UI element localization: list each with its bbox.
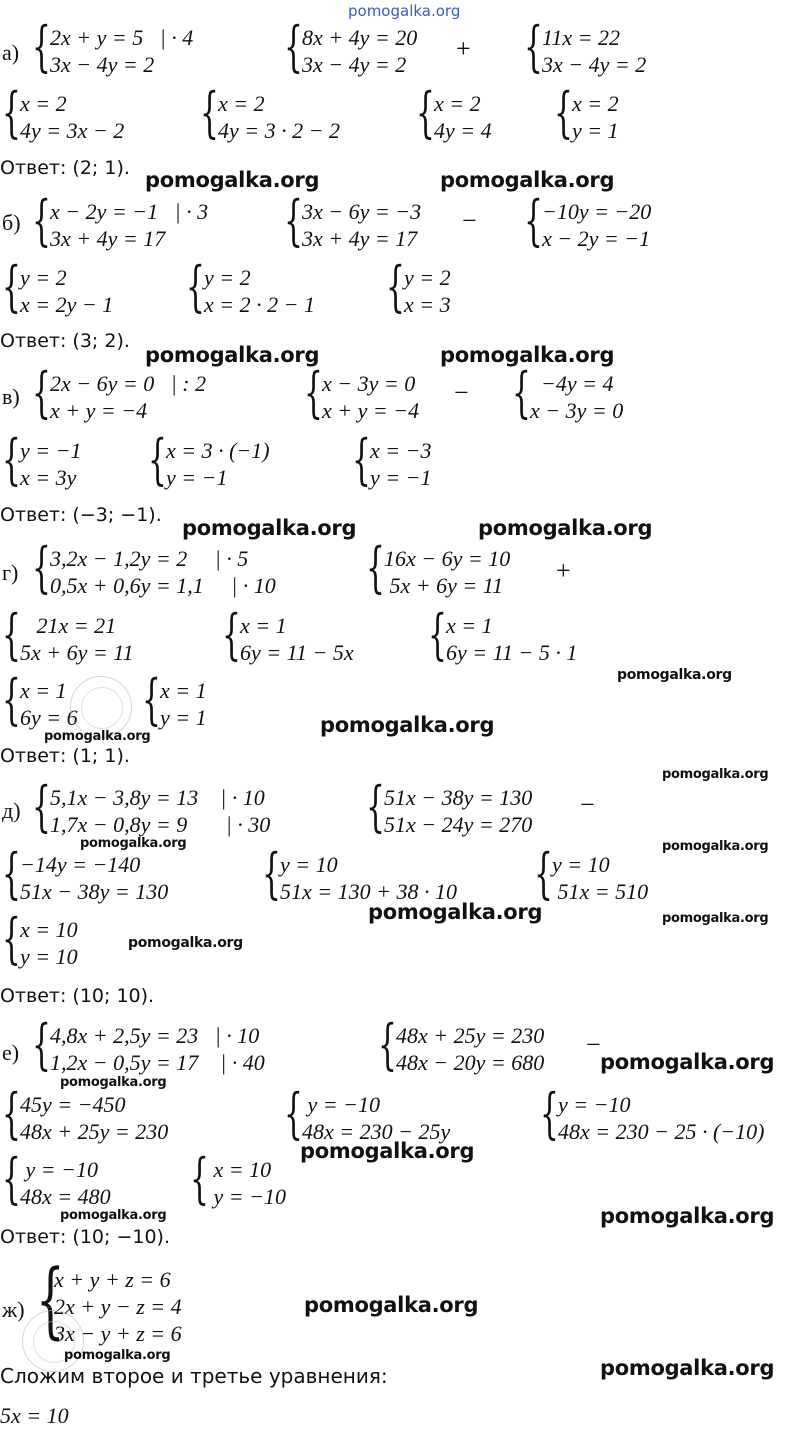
system-a-2: { 8x + 4y = 20 3x − 4y = 2 — [284, 15, 418, 78]
system-b-5: { y = 2 x = 2 · 2 − 1 — [186, 255, 315, 318]
system-d-5: { y = 10 51x = 510 — [534, 842, 649, 905]
system-a-4: { x = 2 4y = 3x − 2 — [2, 81, 125, 144]
system-g-6: { x = 1 6y = 6 — [2, 668, 78, 731]
watermark[interactable]: pomogalka.org — [440, 168, 615, 192]
operator-e: − — [586, 1030, 601, 1059]
system-a-7: { x = 2 y = 1 — [554, 81, 619, 144]
system-e-4: { y = −10 48x = 230 − 25y — [284, 1082, 451, 1145]
operator-b: − — [462, 206, 477, 235]
system-b-3: { −10y = −20 x − 2y = −1 — [524, 189, 652, 252]
watermark-top[interactable]: pomogalka.org — [348, 2, 461, 20]
answer-d: Ответ: (10; 10). — [0, 985, 155, 1007]
watermark[interactable]: pomogalka.org — [617, 667, 732, 683]
watermark[interactable]: pomogalka.org — [440, 343, 615, 367]
operator-a: + — [456, 34, 471, 63]
system-a-3: { 11x = 22 3x − 4y = 2 — [524, 15, 647, 78]
system-b-2: { 3x − 6y = −3 3x + 4y = 17 — [284, 189, 422, 252]
watermark[interactable]: pomogalka.org — [662, 839, 769, 854]
system-a-1: { 2x + y = 5 | · 4 3x − 4y = 2 — [32, 15, 194, 78]
system-e-7: { x = 10 y = −10 — [190, 1147, 286, 1210]
system-g-1: { 3,2x − 1,2y = 2 | · 5 0,5x + 0,6y = 1,1 | · 10 — [32, 536, 276, 599]
label-v: в) — [2, 384, 20, 409]
system-d-4: { y = 10 51x = 130 + 38 · 10 — [262, 842, 457, 905]
watermark[interactable]: pomogalka.org — [600, 1356, 775, 1380]
label-g: г) — [2, 560, 19, 585]
watermark[interactable]: pomogalka.org — [128, 935, 243, 951]
system-d-1: { 5,1x − 3,8y = 13 | · 10 1,7x − 0,8y = 9 | · 30 — [32, 775, 271, 838]
system-d-3: { −14y = −140 51x − 38y = 130 — [2, 842, 169, 905]
system-d-2: { 51x − 38y = 130 51x − 24y = 270 — [366, 775, 533, 838]
watermark[interactable]: pomogalka.org — [662, 911, 769, 926]
watermark[interactable]: pomogalka.org — [600, 1050, 775, 1074]
system-e-2: { 48x + 25y = 230 48x − 20y = 680 — [378, 1013, 545, 1076]
watermark[interactable]: pomogalka.org — [304, 1293, 479, 1317]
system-b-6: { y = 2 x = 3 — [386, 255, 451, 318]
system-g-3: { 21x = 21 5x + 6y = 11 — [2, 603, 134, 666]
operator-g: + — [556, 556, 571, 585]
answer-e: Ответ: (10; −10). — [0, 1226, 170, 1248]
watermark[interactable]: pomogalka.org — [80, 836, 187, 851]
watermark[interactable]: pomogalka.org — [64, 1348, 171, 1363]
watermark[interactable]: pomogalka.org — [44, 729, 151, 744]
label-a: а) — [2, 40, 20, 65]
watermark[interactable]: pomogalka.org — [145, 343, 320, 367]
system-g-7: { x = 1 y = 1 — [142, 668, 207, 731]
watermark[interactable]: pomogalka.org — [600, 1204, 775, 1228]
system-g-5: { x = 1 6y = 11 − 5 · 1 — [428, 603, 578, 666]
label-zh: ж) — [2, 1297, 25, 1322]
system-d-6: { x = 10 y = 10 — [2, 907, 78, 970]
watermark[interactable]: pomogalka.org — [145, 168, 320, 192]
equation-5x: 5x = 10 — [0, 1403, 69, 1428]
watermark[interactable]: pomogalka.org — [60, 1075, 167, 1090]
watermark[interactable]: pomogalka.org — [662, 767, 769, 782]
watermark[interactable]: pomogalka.org — [60, 1208, 167, 1223]
system-v-6: { x = −3 y = −1 — [352, 428, 432, 491]
operator-v: − — [454, 378, 469, 407]
system-e-1: { 4,8x + 2,5y = 23 | · 10 1,2x − 0,5y = 17 | · 40 — [32, 1013, 265, 1076]
system-v-4: { y = −1 x = 3y — [2, 428, 82, 491]
system-v-5: { x = 3 · (−1) y = −1 — [148, 428, 270, 491]
label-d: д) — [2, 798, 21, 823]
answer-g: Ответ: (1; 1). — [0, 745, 130, 767]
label-e: е) — [2, 1040, 20, 1065]
watermark[interactable]: pomogalka.org — [368, 900, 543, 924]
instruction-text: Сложим второе и третье уравнения: — [0, 1364, 388, 1388]
answer-b: Ответ: (3; 2). — [0, 330, 130, 352]
system-e-3: { 45y = −450 48x + 25y = 230 — [2, 1082, 169, 1145]
system-v-2: { x − 3y = 0 x + y = −4 — [304, 361, 420, 424]
answer-a: Ответ: (2; 1). — [0, 157, 130, 179]
system-e-6: { y = −10 48x = 480 — [2, 1147, 111, 1210]
system-zh-1: { x + y + z = 6 2x + y − z = 4 3x − y + z = 6 — [36, 1253, 182, 1348]
system-g-4: { x = 1 6y = 11 − 5x — [222, 603, 354, 666]
operator-d: − — [580, 790, 595, 819]
system-e-5: { y = −10 48x = 230 − 25 · (−10) — [540, 1082, 765, 1145]
answer-v: Ответ: (−3; −1). — [0, 504, 162, 526]
system-v-3: { −4y = 4 x − 3y = 0 — [512, 361, 624, 424]
system-g-2: { 16x − 6y = 10 5x + 6y = 11 — [366, 536, 511, 599]
system-b-1: { x − 2y = −1 | · 3 3x + 4y = 17 — [32, 189, 209, 252]
watermark[interactable]: pomogalka.org — [182, 516, 357, 540]
label-b: б) — [2, 210, 21, 235]
watermark[interactable]: pomogalka.org — [478, 516, 653, 540]
system-a-6: { x = 2 4y = 4 — [416, 81, 492, 144]
watermark[interactable]: pomogalka.org — [320, 713, 495, 737]
system-a-5: { x = 2 4y = 3 · 2 − 2 — [200, 81, 340, 144]
watermark[interactable]: pomogalka.org — [300, 1139, 475, 1163]
system-v-1: { 2x − 6y = 0 | : 2 x + y = −4 — [32, 361, 207, 424]
system-b-4: { y = 2 x = 2y − 1 — [2, 255, 114, 318]
